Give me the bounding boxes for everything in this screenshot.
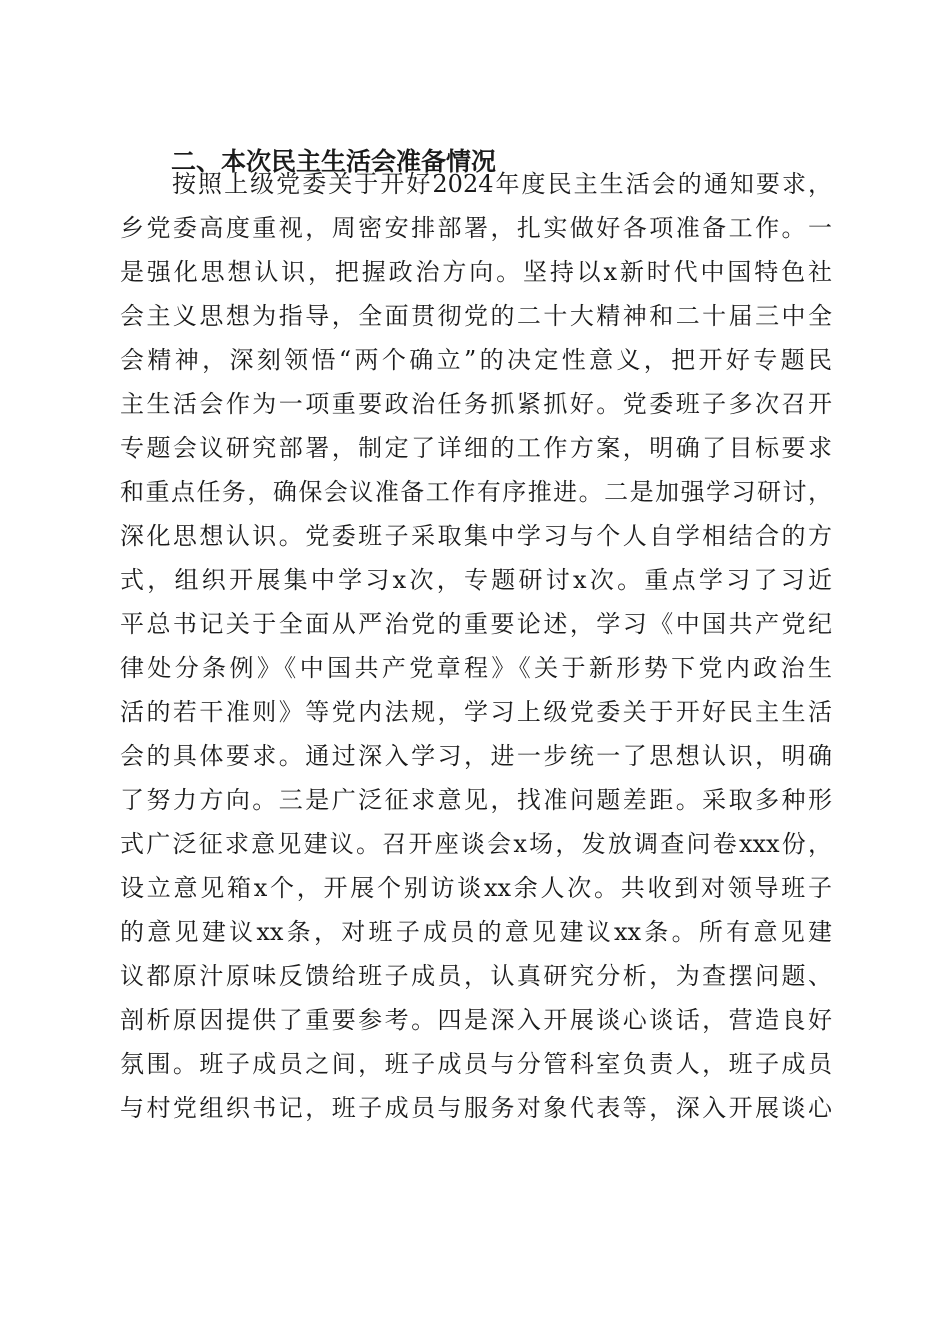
- text-line: 深化思想认识。党委班子采取集中学习与个人自学相结合的方: [120, 522, 832, 550]
- text-line: 氛围。班子成员之间，班子成员与分管科室负责人，班子成员: [120, 1050, 832, 1078]
- text-line: 会精神，深刻领悟“两个确立”的决定性意义，把开好专题民: [120, 346, 832, 374]
- text-line: 专题会议研究部署，制定了详细的工作方案，明确了目标要求: [120, 434, 832, 462]
- text-line: 式广泛征求意见建议。召开座谈会x场，发放调查问卷xxx份，: [120, 830, 832, 858]
- section-heading: 二、本次民主生活会准备情况: [171, 147, 497, 176]
- text-line: 议都原汁原味反馈给班子成员，认真研究分析，为查摆问题、: [120, 962, 832, 990]
- text-line: 律处分条例》《中国共产党章程》《关于新形势下党内政治生: [120, 654, 832, 682]
- text-line: 的意见建议xx条，对班子成员的意见建议xx条。所有意见建: [120, 918, 832, 946]
- text-line: 主生活会作为一项重要政治任务抓紧抓好。党委班子多次召开: [120, 390, 832, 418]
- text-line: 会的具体要求。通过深入学习，进一步统一了思想认识，明确: [120, 742, 832, 770]
- text-line: 平总书记关于全面从严治党的重要论述，学习《中国共产党纪: [120, 610, 832, 638]
- text-line: 与村党组织书记，班子成员与服务对象代表等，深入开展谈心: [120, 1094, 832, 1122]
- text-line: 剖析原因提供了重要参考。四是深入开展谈心谈话，营造良好: [120, 1006, 832, 1034]
- text-line: 乡党委高度重视，周密安排部署，扎实做好各项准备工作。一: [120, 214, 832, 242]
- text-line: 设立意见箱x个，开展个别访谈xx余人次。共收到对领导班子: [120, 874, 832, 902]
- text-line: 会主义思想为指导，全面贯彻党的二十大精神和二十届三中全: [120, 302, 832, 330]
- text-line: 按照上级党委关于开好2024年度民主生活会的通知要求，: [172, 170, 832, 198]
- text-line: 是强化思想认识，把握政治方向。坚持以x新时代中国特色社: [120, 258, 832, 286]
- text-line: 式，组织开展集中学习x次，专题研讨x次。重点学习了习近: [120, 566, 832, 594]
- text-line: 和重点任务，确保会议准备工作有序推进。二是加强学习研讨，: [120, 478, 832, 506]
- text-line: 活的若干准则》等党内法规，学习上级党委关于开好民主生活: [120, 698, 832, 726]
- text-line: 了努力方向。三是广泛征求意见，找准问题差距。采取多种形: [120, 786, 832, 814]
